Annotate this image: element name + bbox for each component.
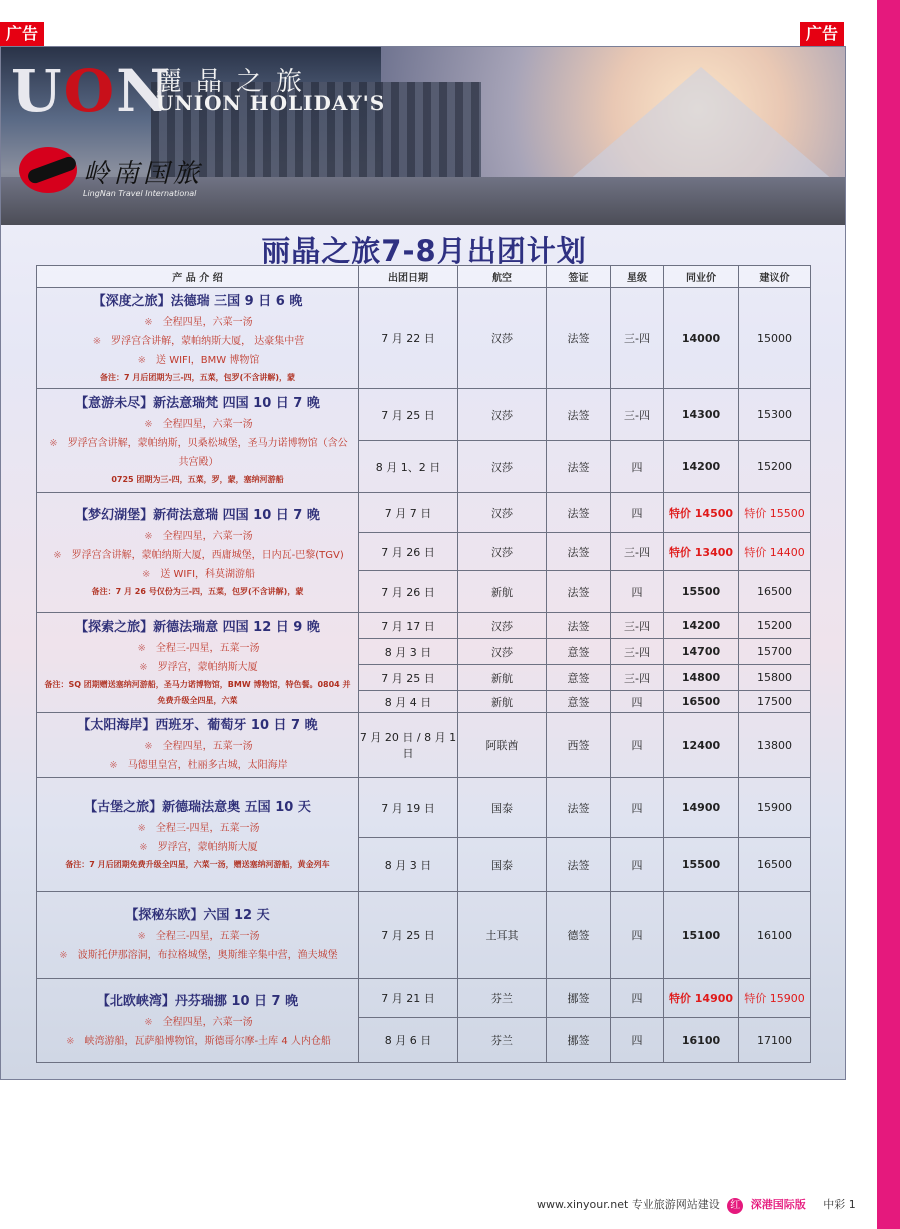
table-row — [37, 713, 811, 778]
star-rating: 三-四 — [611, 613, 664, 639]
tour-feature-text: 罗浮宫，蒙帕纳斯大厦 — [157, 841, 258, 853]
tour-feature — [43, 737, 352, 756]
tour-feature-text: 罗浮宫含讲解，蒙帕纳斯大厦，西庸城堡，日内瓦-巴黎(TGV) — [71, 550, 344, 561]
departure-date: 7 月 25 日 — [359, 665, 458, 691]
airline: 汉莎 — [458, 389, 547, 441]
edition-label: 深港国际版 — [750, 1198, 806, 1211]
tour-schedule-table — [36, 265, 811, 1063]
brand-cn: 麗晶之旅 — [156, 67, 317, 97]
tour-feature — [43, 1013, 352, 1032]
bullet-icon: ※ — [137, 822, 146, 834]
departure-date: 8 月 4 日 — [359, 691, 458, 713]
star-rating: 三-四 — [611, 389, 664, 441]
suggested-price: 15000 — [739, 288, 811, 389]
tour-name: 【北欧峡湾】丹芬瑞挪 10 日 7 晚 — [96, 993, 299, 1009]
tour-feature-text: 全程三-四星，五菜一汤 — [155, 822, 260, 834]
brand-en: UNION HOLIDAY'S — [156, 91, 386, 115]
trade-price: 14200 — [664, 613, 739, 639]
bullet-icon: ※ — [137, 354, 147, 366]
trade-price: 16100 — [664, 1018, 739, 1063]
star-rating: 三-四 — [611, 533, 664, 571]
tour-feature — [43, 565, 352, 584]
tour-description — [37, 979, 359, 1063]
tour-description — [37, 389, 359, 493]
suggested-price: 15900 — [739, 778, 811, 838]
tour-feature-text: 全程四星，五菜一汤 — [162, 741, 253, 752]
star-rating: 四 — [611, 892, 664, 979]
bullet-icon: ※ — [144, 741, 153, 752]
departure-date: 7 月 7 日 — [359, 493, 458, 533]
bullet-icon: ※ — [53, 550, 62, 561]
louvre-pyramid-image — [561, 67, 841, 187]
tour-description — [37, 493, 359, 613]
column-header: 航空 — [458, 266, 547, 288]
page-footer-bar — [537, 1196, 857, 1214]
tour-feature-text: 全程四星，六菜一汤 — [162, 316, 253, 328]
trade-price: 特价 14900 — [664, 979, 739, 1018]
table-row — [37, 493, 811, 533]
visa: 法签 — [547, 838, 611, 892]
tour-feature-text: 峡湾游船，瓦萨船博物馆，斯德哥尔摩-土库 4 人内仓船 — [84, 1035, 331, 1047]
suggested-price: 15200 — [739, 441, 811, 493]
visa: 法签 — [547, 389, 611, 441]
lingnan-name: 岭南国旅 — [83, 159, 204, 189]
bullet-icon: ※ — [137, 931, 146, 942]
visa: 法签 — [547, 613, 611, 639]
tour-note: 备注：7 月后团期免费升级全四星，六菜一汤，赠送塞纳河游船，黄金列车 — [65, 859, 330, 869]
trade-price: 15500 — [664, 838, 739, 892]
suggested-price: 15800 — [739, 665, 811, 691]
column-header: 签证 — [547, 266, 611, 288]
tour-feature-text: 波斯托伊那溶洞，布拉格城堡，奥斯维辛集中营，渔夫城堡 — [77, 950, 338, 961]
tour-feature-text: 全程四星，六菜一汤 — [162, 531, 253, 542]
page-title: 丽晶之旅7-8月出团计划 — [261, 234, 587, 268]
column-header: 同业价 — [664, 266, 739, 288]
tour-feature — [43, 946, 352, 965]
star-rating: 四 — [611, 1018, 664, 1063]
trade-price: 14000 — [664, 288, 739, 389]
tour-feature-text: 送 WIFI，科莫湖游船 — [160, 569, 256, 580]
airline: 汉莎 — [458, 533, 547, 571]
page-number: 中彩 1 — [823, 1198, 856, 1211]
tour-name: 【古堡之旅】新德瑞法意奥 五国 10 天 — [84, 799, 311, 815]
table-row — [37, 979, 811, 1018]
departure-date: 8 月 3 日 — [359, 838, 458, 892]
trade-price: 16500 — [664, 691, 739, 713]
airline: 汉莎 — [458, 288, 547, 389]
tour-note: 备注：SQ 团期赠送塞纳河游船，圣马力诺博物馆，BMW 博物馆，特色餐。0804 并免费升级全四星，六菜 — [44, 679, 351, 705]
suggested-price: 16500 — [739, 571, 811, 613]
trade-price: 15100 — [664, 892, 739, 979]
tour-feature — [43, 351, 352, 370]
lingnan-logo — [19, 147, 219, 207]
departure-date: 7 月 25 日 — [359, 892, 458, 979]
visa: 意签 — [547, 665, 611, 691]
suggested-price: 16500 — [739, 838, 811, 892]
airline: 汉莎 — [458, 613, 547, 639]
tour-description — [37, 778, 359, 892]
trade-price: 特价 14500 — [664, 493, 739, 533]
tour-description — [37, 892, 359, 979]
departure-date: 8 月 6 日 — [359, 1018, 458, 1063]
visa: 法签 — [547, 493, 611, 533]
departure-date: 7 月 26 日 — [359, 533, 458, 571]
lingnan-sub: LingNan Travel International — [83, 189, 197, 198]
suggested-price: 15200 — [739, 613, 811, 639]
departure-date: 7 月 26 日 — [359, 571, 458, 613]
bullet-icon: ※ — [137, 642, 146, 654]
tour-feature — [43, 1032, 352, 1051]
airline: 新航 — [458, 665, 547, 691]
airline: 汉莎 — [458, 639, 547, 665]
airline: 国泰 — [458, 778, 547, 838]
tour-name: 【探秘东欧】六国 12 天 — [125, 908, 270, 923]
table-row — [37, 288, 811, 389]
tour-description — [37, 713, 359, 778]
tour-feature-text: 送 WIFI，BMW 博物馆 — [156, 354, 260, 366]
bullet-icon: ※ — [144, 531, 153, 542]
star-rating: 四 — [611, 713, 664, 778]
banner — [1, 47, 846, 225]
trade-price: 14900 — [664, 778, 739, 838]
tour-feature-text: 罗浮宫含讲解，蒙帕纳斯大厦， 达豪集中营 — [111, 335, 305, 347]
table-row — [37, 778, 811, 838]
star-rating: 四 — [611, 979, 664, 1018]
visa: 法签 — [547, 441, 611, 493]
bullet-icon: ※ — [144, 316, 153, 328]
suggested-price: 16100 — [739, 892, 811, 979]
suggested-price: 特价 15500 — [739, 493, 811, 533]
departure-date: 8 月 3 日 — [359, 639, 458, 665]
tour-feature — [43, 639, 352, 658]
departure-date: 7 月 17 日 — [359, 613, 458, 639]
tour-feature — [43, 546, 352, 565]
ad-label-left: 广告 — [0, 22, 44, 46]
tour-feature — [43, 838, 352, 857]
tour-name: 【探索之旅】新德法瑞意 四国 12 日 9 晚 — [75, 619, 320, 635]
tour-note: 0725 团期为三-四，五菜，罗，蒙，塞纳河游船 — [111, 475, 284, 484]
visa: 法签 — [547, 533, 611, 571]
column-header: 星级 — [611, 266, 664, 288]
departure-date: 7 月 19 日 — [359, 778, 458, 838]
bullet-icon: ※ — [144, 419, 153, 430]
ad-sheet — [0, 46, 846, 1080]
tour-feature-text: 全程三-四星，五菜一汤 — [155, 931, 260, 942]
tour-name: 【太阳海岸】西班牙、葡萄牙 10 日 7 晚 — [77, 718, 318, 733]
airline: 阿联酋 — [458, 713, 547, 778]
star-rating: 四 — [611, 778, 664, 838]
tour-note: 备注：7 月 26 号仅份为三-四，五菜，包罗(不含讲解)，蒙 — [91, 587, 304, 596]
visa: 西签 — [547, 713, 611, 778]
tour-feature-text: 罗浮宫含讲解，蒙帕纳斯，贝桑松城堡，圣马力诺博物馆（含公共宫殿） — [67, 438, 348, 468]
visa: 挪签 — [547, 1018, 611, 1063]
trade-price: 特价 13400 — [664, 533, 739, 571]
tour-feature-text: 全程四星，六菜一汤 — [162, 1016, 253, 1028]
airline: 新航 — [458, 691, 547, 713]
tour-feature — [43, 332, 352, 351]
bullet-icon: ※ — [139, 841, 148, 853]
visa: 意签 — [547, 691, 611, 713]
visa: 意签 — [547, 639, 611, 665]
tour-feature-text: 罗浮宫，蒙帕纳斯大厦 — [157, 661, 258, 673]
lingnan-mark-icon — [19, 147, 77, 193]
tour-feature — [43, 756, 352, 775]
star-rating: 四 — [611, 838, 664, 892]
bullet-icon: ※ — [144, 1016, 153, 1028]
suggested-price: 特价 14400 — [739, 533, 811, 571]
table-row — [37, 613, 811, 639]
tour-feature — [43, 658, 352, 677]
tour-description — [37, 288, 359, 389]
trade-price: 15500 — [664, 571, 739, 613]
visa: 法签 — [547, 288, 611, 389]
ad-label-right: 广告 — [800, 22, 844, 46]
tour-name: 【意游未尽】新法意瑞梵 四国 10 日 7 晚 — [75, 396, 320, 411]
side-color-strip — [877, 0, 900, 1229]
departure-date: 7 月 20 日 / 8 月 1 日 — [359, 713, 458, 778]
table-row — [37, 389, 811, 441]
tour-feature-text: 马德里皇宫，杜丽多古城，太阳海岸 — [127, 760, 288, 771]
bullet-icon: ※ — [59, 950, 68, 961]
bullet-icon: ※ — [109, 760, 118, 771]
visa: 法签 — [547, 778, 611, 838]
table-row — [37, 892, 811, 979]
airline: 芬兰 — [458, 1018, 547, 1063]
tour-feature — [43, 313, 352, 332]
departure-date: 7 月 25 日 — [359, 389, 458, 441]
tour-name: 【深度之旅】法德瑞 三国 9 日 6 晚 — [92, 293, 303, 309]
bullet-icon: ※ — [141, 569, 151, 580]
tour-feature — [43, 434, 352, 472]
airline: 汉莎 — [458, 493, 547, 533]
suggested-price: 13800 — [739, 713, 811, 778]
tour-feature — [43, 415, 352, 434]
visa: 法签 — [547, 571, 611, 613]
column-header: 出团日期 — [359, 266, 458, 288]
tour-feature-text: 全程四星，六菜一汤 — [162, 419, 253, 430]
uon-logo: UON — [11, 57, 172, 125]
bullet-icon: ※ — [92, 335, 102, 347]
tour-feature — [43, 819, 352, 838]
departure-date: 7 月 22 日 — [359, 288, 458, 389]
star-rating: 三-四 — [611, 639, 664, 665]
column-header: 产 品 介 绍 — [37, 266, 359, 288]
tour-feature — [43, 527, 352, 546]
star-rating: 三-四 — [611, 288, 664, 389]
star-rating: 三-四 — [611, 665, 664, 691]
table-header-row — [37, 266, 811, 288]
airline: 芬兰 — [458, 979, 547, 1018]
tour-feature-text: 全程三-四星，五菜一汤 — [155, 642, 260, 654]
bullet-icon: ※ — [139, 661, 148, 673]
trade-price: 14200 — [664, 441, 739, 493]
star-rating: 四 — [611, 691, 664, 713]
trade-price: 14800 — [664, 665, 739, 691]
airline: 土耳其 — [458, 892, 547, 979]
suggested-price: 17500 — [739, 691, 811, 713]
airline: 国泰 — [458, 838, 547, 892]
airline: 新航 — [458, 571, 547, 613]
visa: 德签 — [547, 892, 611, 979]
tour-feature — [43, 927, 352, 946]
bullet-icon: ※ — [66, 1035, 75, 1047]
red-badge: 红 — [727, 1198, 743, 1214]
suggested-price: 17100 — [739, 1018, 811, 1063]
website-text: www.xinyour.net 专业旅游网站建设 — [537, 1198, 720, 1211]
bullet-icon: ※ — [49, 438, 58, 449]
suggested-price: 15700 — [739, 639, 811, 665]
star-rating: 四 — [611, 493, 664, 533]
trade-price: 14300 — [664, 389, 739, 441]
star-rating: 四 — [611, 441, 664, 493]
suggested-price: 15300 — [739, 389, 811, 441]
tour-description — [37, 613, 359, 713]
visa: 挪签 — [547, 979, 611, 1018]
trade-price: 14700 — [664, 639, 739, 665]
departure-date: 8 月 1、2 日 — [359, 441, 458, 493]
departure-date: 7 月 21 日 — [359, 979, 458, 1018]
column-header: 建议价 — [739, 266, 811, 288]
tour-name: 【梦幻湖堡】新荷法意瑞 四国 10 日 7 晚 — [75, 508, 320, 523]
star-rating: 四 — [611, 571, 664, 613]
tour-note: 备注：7 月后团期为三-四，五菜，包罗(不含讲解)，蒙 — [100, 372, 295, 382]
suggested-price: 特价 15900 — [739, 979, 811, 1018]
trade-price: 12400 — [664, 713, 739, 778]
airline: 汉莎 — [458, 441, 547, 493]
